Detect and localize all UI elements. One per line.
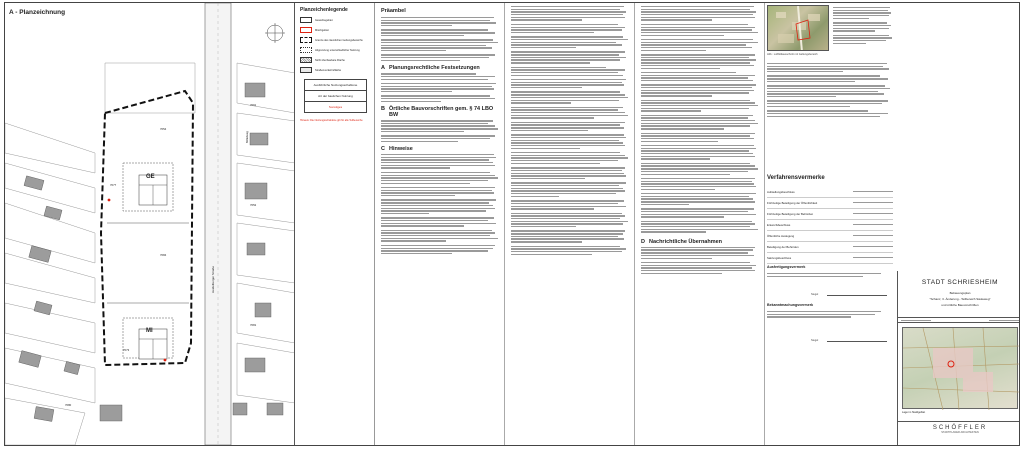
section-a-heading: A Planungsrechtliche Festsetzungen <box>381 65 480 72</box>
parcel-number: 7052 <box>250 203 257 207</box>
paragraph <box>381 154 500 169</box>
aerial-photo-graphic <box>768 6 829 51</box>
paragraph <box>381 83 500 92</box>
text-column-3 <box>637 3 765 445</box>
paragraph <box>641 24 760 36</box>
paragraph <box>641 208 760 217</box>
paragraph <box>511 6 630 21</box>
paragraph <box>381 217 500 226</box>
plan-type: Bebauungsplan <box>949 291 971 295</box>
paragraph <box>511 79 630 88</box>
paragraph <box>641 247 760 259</box>
table-row: Frühzeitige Beteiligung der Behörden <box>767 209 893 220</box>
paragraph <box>641 221 760 233</box>
paragraph <box>381 187 500 196</box>
paragraph <box>833 35 893 44</box>
paragraph <box>767 63 893 72</box>
paragraph <box>511 122 630 131</box>
paragraph <box>511 67 630 76</box>
table-row: Frühzeitige Beteiligung der Öffentlichkeit <box>767 198 893 209</box>
north-arrow-icon <box>265 23 285 43</box>
paragraph <box>641 39 760 51</box>
parcel-number: 7077 <box>110 183 117 187</box>
paragraph <box>381 73 500 80</box>
announcement-text <box>767 311 887 321</box>
paragraph <box>381 172 500 184</box>
legend-panel <box>297 3 375 445</box>
plan-subtitle: und örtliche Bauvorschriften <box>941 303 979 307</box>
paragraph <box>381 199 500 214</box>
location-map-graphic <box>903 328 1019 410</box>
paragraph <box>641 84 760 96</box>
paragraph <box>767 85 893 97</box>
seal-label: Siegel <box>811 339 819 342</box>
paragraph <box>381 17 500 26</box>
paragraph <box>833 22 893 31</box>
table-row: Satzungsbeschluss <box>767 253 893 264</box>
legend-item: Mischgebiet <box>300 27 371 33</box>
paragraph <box>511 51 630 63</box>
plan-drawing <box>5 3 295 445</box>
road-label: Heidelberger Straße <box>211 265 215 293</box>
right-text-block <box>833 7 893 47</box>
preamble-heading: Präambel <box>381 8 406 14</box>
seal-label: Siegel <box>811 293 819 296</box>
paragraph <box>511 91 630 103</box>
paragraph <box>511 107 630 119</box>
legend-item: Gewerbegebiet <box>300 17 371 23</box>
legend-table-cell: Art der baulichen Nutzung <box>305 91 366 102</box>
scale-bar <box>898 317 1020 323</box>
paragraph <box>767 110 893 117</box>
plan-sheet <box>4 2 1020 446</box>
paragraph <box>381 39 500 51</box>
paragraph <box>511 213 630 228</box>
certification-text <box>767 273 887 280</box>
paragraph <box>381 230 500 242</box>
location-map <box>902 327 1018 409</box>
paragraph <box>381 29 500 36</box>
paragraph <box>641 115 760 130</box>
paragraph <box>641 193 760 205</box>
plan-drawing-svg <box>5 3 295 445</box>
legend-symbol <box>300 57 312 63</box>
paragraph <box>511 200 630 209</box>
paragraph <box>641 145 760 160</box>
parcel-number: 7081 <box>250 323 257 327</box>
section-b-heading: B Örtliche Bauvorschriften gem. § 74 LBO BW <box>381 106 494 119</box>
parcel-number: 7054 <box>160 127 167 131</box>
signature-line <box>827 341 887 342</box>
legend-symbol <box>300 27 312 33</box>
right-text-block-lower <box>767 63 893 120</box>
parcel-number: 7073 <box>123 348 130 352</box>
right-panel <box>767 3 1020 445</box>
section-d-heading: D Nachrichtliche Übernahmen <box>641 238 723 245</box>
paragraph <box>833 7 893 19</box>
zone-label-mi: MI <box>146 328 153 334</box>
paragraph <box>641 262 760 274</box>
legend-table-cell: Ausführliche Nutzungsschablone <box>305 80 366 91</box>
plan-boundary <box>101 91 193 365</box>
legend-symbol <box>300 37 312 43</box>
paragraph <box>511 24 630 33</box>
legend-symbol <box>300 47 312 53</box>
paragraph <box>381 135 500 142</box>
paragraph <box>511 152 630 164</box>
text-column-1 <box>377 3 505 445</box>
table-row: Entwurfsbeschluss <box>767 220 893 231</box>
paragraph <box>511 167 630 179</box>
table-row: Öffentliche Auslegung <box>767 231 893 242</box>
section-c-heading: C Hinweise <box>381 146 413 153</box>
paragraph <box>641 163 760 175</box>
procedure-notes-table <box>767 187 893 264</box>
text-column-2 <box>507 3 635 445</box>
firm-subtitle: STADTPLANER ARCHITEKTEN <box>941 431 979 434</box>
plan-name: "Schanz, 3. Änderung - Teilbereich Säuleweg" <box>929 297 991 301</box>
parcel-number: 7080 <box>65 403 72 407</box>
signature-line <box>827 295 887 296</box>
paragraph <box>641 133 760 142</box>
map-title: A - Planzeichnung <box>9 9 66 16</box>
zone-label-ge: GE <box>146 174 155 180</box>
parcel-number: 7084 <box>160 253 167 257</box>
paragraph <box>511 182 630 197</box>
certification-title: Ausfertigungsvermerk <box>767 265 806 269</box>
paragraph <box>511 230 630 242</box>
legend-zoning-table <box>304 79 367 113</box>
zoning-box-mi <box>139 329 167 359</box>
procedure-notes-title: Verfahrensvermerke <box>767 175 825 181</box>
legend-table-cell: Sonstiges <box>328 105 343 109</box>
paragraph <box>641 54 760 69</box>
paragraph <box>641 72 760 81</box>
paragraph <box>767 100 893 107</box>
aerial-caption: Abb.: Luftbildausschnitt mit Geltungsbereich <box>767 53 818 56</box>
paragraph <box>381 245 500 254</box>
paragraph <box>381 95 500 102</box>
table-row: Aufstellungsbeschluss <box>767 187 893 198</box>
city-name: STADT SCHRIESHEIM <box>921 279 999 286</box>
legend-red-note: Hinweis: Die Nutzungsschablone gilt für alle Teilbereiche <box>300 119 363 122</box>
legend-symbol <box>300 67 312 73</box>
paragraph <box>641 178 760 190</box>
paragraph <box>381 54 500 61</box>
parcel-number: 7091 <box>250 103 257 107</box>
existing-buildings <box>19 83 283 421</box>
paragraph <box>511 36 630 48</box>
paragraph <box>641 6 760 21</box>
title-block <box>897 271 1020 445</box>
paragraph <box>641 100 760 112</box>
paragraph <box>511 246 630 255</box>
paragraph <box>511 134 630 149</box>
aerial-photo <box>767 5 829 51</box>
legend-item: Grenze des räumlichen Geltungsbereichs <box>300 37 371 43</box>
announcement-title: Bekanntmachungsvermerk <box>767 303 814 307</box>
legend-title: Planzeichenlegende <box>300 7 348 13</box>
legend-item: Straßenverkehrsfläche <box>300 67 371 73</box>
firm-logo: SCHÖFFLER <box>898 421 1020 431</box>
legend-symbol <box>300 17 312 23</box>
table-row: Beteiligung der Behörden <box>767 242 893 253</box>
legend-item: Nicht überbaubare Fläche <box>300 57 371 63</box>
location-map-label: Lage im Stadtgebiet <box>902 411 926 414</box>
road-label-2: Mittelweg <box>245 131 249 143</box>
paragraph <box>767 75 893 82</box>
paragraph <box>381 120 500 132</box>
legend-item: Abgrenzung unterschiedlicher Nutzung <box>300 47 371 53</box>
